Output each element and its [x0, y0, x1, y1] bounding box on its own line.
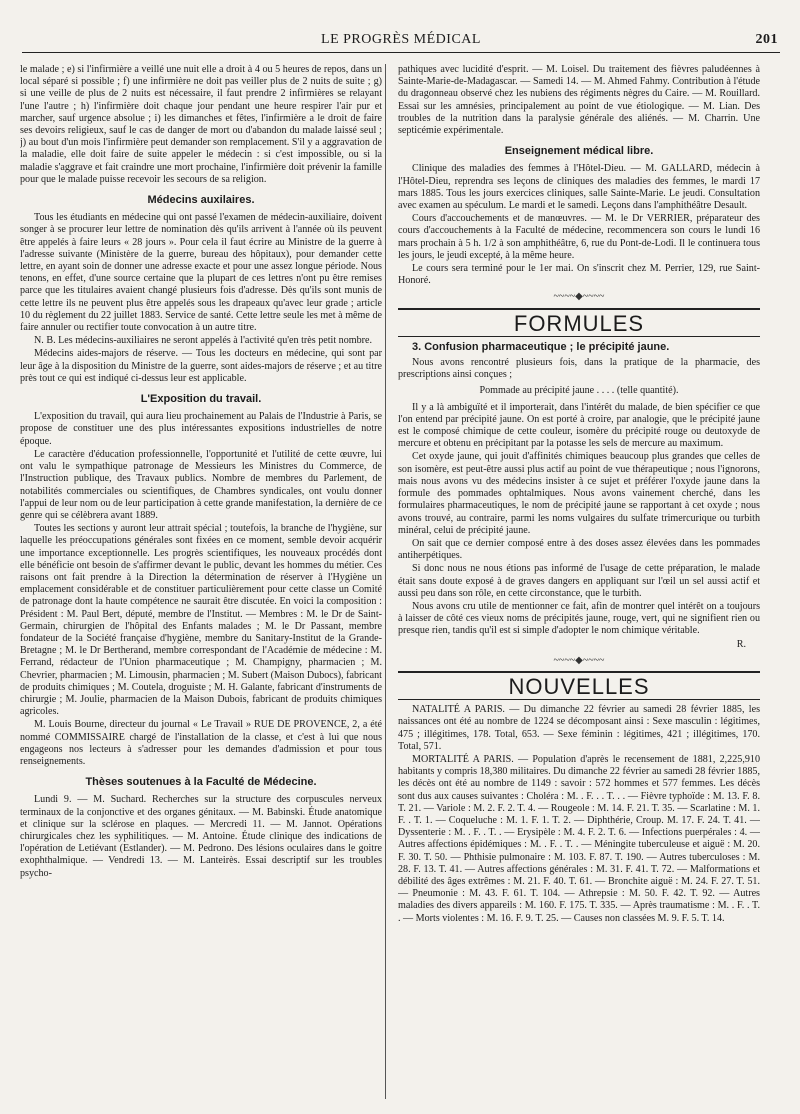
- article-paragraph: On sait que ce dernier composé entre à des doses assez élevées dans les pommades antiherpétiques.: [398, 537, 760, 562]
- column-divider: [385, 64, 386, 1099]
- section-heading-nouvelles: NOUVELLES: [508, 673, 650, 699]
- article-paragraph: Lundi 9. — M. Suchard. Recherches sur la structure des corpuscules nerveux terminaux de la conjonctive et des organes génitaux. — M. Babinski. Étude anatomique et clinique sur la sclérose en plaques. — Mercredi 11. — M. Jannot. Opérations chirurgicales chez les syphilitiques. — M. Antoine. Étude clinique des indications de l'opération de Letiévant (Estlander). — M. Pedrono. Des lésions oculaires dans le goitre exophthalmique. — Vendredi 13. — M. Lanteirès. Essai descriptif sur les troubles psycho-: [20, 794, 382, 879]
- news-paragraph: NATALITÉ A PARIS. — Du dimanche 22 février au samedi 28 février 1885, les naissances ont été au nombre de 1224 se décomposant ainsi : Sexe masculin : légitimes, 475 ; illégitimes, 178. Total, 653. — Sexe féminin : légitimes, 421 ; illégitimes, 170. Total, 571.: [398, 704, 760, 752]
- article-paragraph: M. Louis Bourne, directeur du journal « Le Travail » RUE DE PROVENCE, 2, a été nommé COMMISSAIRE chargé de l'installation de la classe, et c'est à lui que nous engageons nos lecteurs à s'adresser pour les demandes d'admission et pour tous renseignements.: [20, 719, 382, 767]
- article-paragraph: Nous avons rencontré plusieurs fois, dans la pratique de la pharmacie, des prescriptions ainsi conçues ;: [398, 357, 760, 381]
- article-paragraph: Clinique des maladies des femmes à l'Hôtel-Dieu. — M. GALLARD, médecin à l'Hôtel-Dieu, reprendra ses leçons de cliniques des maladies des femmes, le mardi 17 mars 1885. Tous les jours exercices cliniques, salle Sainte-Marie. Le jeudi. Consultation avec examen au spéculum. Le mardi et le samedi. Leçons dans l'amphithéâtre Desault.: [398, 163, 760, 212]
- ornament-divider: ~~~~◆~~~~: [553, 654, 605, 666]
- section-heading-theses: Thèses soutenues à la Faculté de Médecine.: [85, 776, 317, 789]
- ornament-divider: ~~~~◆~~~~: [553, 291, 605, 303]
- article-paragraph: Cet oxyde jaune, qui jouit d'affinités chimiques beaucoup plus grandes que celles de son isomère, est peut-être aussi plus actif au point de vue thérapeutique ; nous l'ignorons, mais nous avons vu des médecins insister à ce sujet et préférer l'oxyde jaune dans la formule des pommades ophtalmiques. Nous avons vainement cherché, dans les formulaires pharmaceutiques, le nom de précipité jaune se rapportant à cet oxyde ; nous avons trouvé, au contraire, parmi les noms vulgaires du sulfate trimercurique ou turbith minéral, celui de précipité jaune.: [398, 451, 760, 536]
- article-paragraph: Toutes les sections y auront leur attrait spécial ; toutefois, la branche de l'hygiène, sur laquelle les préoccupations générales sont fixées en ce moment, semble devoir acquérir une importance exceptionnelle. Les progrès scientifiques, les nouveaux procédés dont elle bénéficie ont besoin de s'affirmer devant le public, devant les hommes du métier. Ces raisons ont fait prendre à la Direction la détermination de réserver à l'Hygiène un emplacement considérable et de constituer particulièrement pour cette classe un Comité de patronage dont la haute compétence ne saurait être discutée. En voici la composition : Président : M. Paul Bert, député, membre de l'Institut. — Membres : M. le Dr de Saint-Germain, chirurgien de l'hôpital des Enfants malades ; M. le Dr Passant, membre fondateur de la Société française d'hygiène, membre du Sanitary-Institut de la Grande-Bretagne ; M. le Dr Bertherand, membre correspondant de l'Académie de médecine : M. Ferrand, rédacteur de l'Union pharmaceutique ; M. Champigny, pharmacien ; M. Chevrier, pharmacien ; M. Limousin, pharmacien ; M. Subert (Maison Dubocs), fabricant de produits chimiques ; M. Coutela, droguiste ; M. H. Galante, fabricant d'instruments de chirurgie ; M. Joulie, pharmacien de la Maison Dubois, fabricant de produits chimiques agricoles.: [20, 523, 382, 718]
- article-paragraph: Il y a là ambiguïté et il importerait, dans l'intérêt du malade, de bien spécifier ce que l'on entend par précipité jaune. On est porté à croire, par analogie, que le précipité jaune est le composé chimique de cette couleur, isomère du précipité rouge ou deutoxyde de mercure et obtenu en précipitant par la potasse les sels de mercure au maximum.: [398, 401, 760, 450]
- article-paragraph: N. B. Les médecins-auxiliaires ne seront appelés à l'activité qu'en très petit nombre.: [34, 335, 373, 347]
- article-paragraph: L'exposition du travail, qui aura lieu prochainement au Palais de l'Industrie à Paris, se propose de constituer une des plus intéressantes expositions industrielles de notre époque.: [20, 411, 382, 447]
- page-number: 201: [755, 32, 778, 47]
- section-heading-enseignement: Enseignement médical libre.: [504, 145, 654, 158]
- journal-title: LE PROGRÈS MÉDICAL: [321, 32, 481, 47]
- article-paragraph: pathiques avec lucidité d'esprit. — M. Loisel. Du traitement des fièvres paludéennes à Sainte-Marie-de-Madagascar. — Samedi 14. — M. Ahmed Fahmy. Contribution à l'étude du dragonneau observé chez les nubiens des régiments nègres du Caire. — M. Rouillard. Essai sur les amnésies, principalement au point de vue étiologique. — M. Lian. Des troubles de la nutrition dans la paralysie générale des aliénés. — M. Charrin. Une septicémie expérimentale.: [398, 64, 760, 137]
- page-header: [22, 30, 780, 53]
- right-column: [398, 64, 760, 1104]
- article-paragraph: Le cours sera terminé pour le 1er mai. On s'inscrit chez M. Perrier, 129, rue Saint-Honoré.: [398, 263, 760, 287]
- subsection-heading-confusion: 3. Confusion pharmaceutique ; le précipité jaune.: [412, 340, 670, 353]
- article-paragraph: le malade ; e) si l'infirmière a veillé une nuit elle a droit à 4 ou 5 heures de repos, dans un local séparé si possible ; f) une infirmière ne doit pas veiller plus de 2 nuits de suite ; g) si une veille de plus de 2 nuits est nécessaire, il faut prendre 2 infirmières se relayant l'une l'autre ; h) l'infirmière doit chaque jour pendant une heure respirer l'air pur et marcher, sauf urgence absolue ; i) les dimanches et fêtes, l'infirmière a le droit de faire ses devoirs religieux, sauf le cas de danger de mort ou d'abandon du malade laissé seul ; j) au bout d'un mois l'infirmière peut demander son remplacement. S'il y a aggravation de la maladie, elle doit faire de suite appeler le médecin : si c'est impossible, ou si la maladie s'aggrave et fait craindre une mort prochaine, l'infirmière doit prévenir la famille pour que le malade puisse recevoir les secours de sa religion.: [20, 64, 382, 185]
- section-heading-medecins: Médecins auxilaires.: [147, 194, 255, 207]
- article-paragraph: Médecins aides-majors de réserve. — Tous les docteurs en médecine, qui sont par leur âge à la disposition du Ministre de la guerre, sont aides-majors de réserve ; et au titre près tout ce qui est indiqué ci-dessus leur est applicable.: [20, 348, 382, 384]
- formules-banner: [398, 308, 760, 337]
- article-paragraph: Nous avons cru utile de mentionner ce fait, afin de montrer quel intérêt on a toujours à laisser de côté ces vieux noms de précipités jaune, rouge, vert, qui ne signifient rien ou presque rien, tandis qu'il est si simple d'adopter le nom chimique véritable.: [398, 600, 760, 637]
- nouvelles-banner: [398, 671, 760, 700]
- article-paragraph: Si donc nous ne nous étions pas informé de l'usage de cette préparation, le malade était sans doute exposé à de graves dangers en appliquant sur l'œil un sel aussi actif et aussi peu dans son rôle, en cette circonstance, que le turbith.: [398, 563, 760, 599]
- article-paragraph: Cours d'accouchements et de manœuvres. — M. le Dr VERRIER, préparateur des cours d'accouchements à la Faculté de médecine, recommencera son cours le lundi 16 mars prochain à 5 h. 1/2 à son amphithéâtre, 6, rue du Pont-de-Lodi. Il le continuera tous les jours, le jeudi excepté, à la même heure.: [398, 213, 760, 261]
- signature: R.: [736, 638, 746, 650]
- section-heading-exposition: L'Exposition du travail.: [140, 393, 262, 406]
- recipe-line: Pommade au précipité jaune . . . . (telle quantité).: [479, 385, 679, 397]
- news-paragraph: MORTALITÉ A PARIS. — Population d'après le recensement de 1881, 2,225,910 habitants y compris 18,380 militaires. Du dimanche 22 février au samedi 28 février 1885, les décès ont été au nombre de 1149 : savoir : 572 hommes et 577 femmes. Les décès sont dus aux causes suivantes : Choléra : M. . F. . . T. . . — Fièvre typhoïde : M. 13. F. 8. T. 21. — Variole : M. 2. F. 2. T. 4. — Rougeole : M. 14. F. 21. T. 35. — Scarlatine : M. 1. F. . T. 1. — Coqueluche : M. 1. F. 1. T. 2. — Diphthérie, Croup. M. 17. F. 24. T. 41. — Dyssenterie : M. . F. . T. . — Erysipèle : M. 4. F. 2. T. 6. — Infections puerpérales : 4. — Autres affections épidémiques : M. . F. . T. . — Méningite tuberculeuse et aiguë : M. 20. F. 30. T. 50. — Phthisie pulmonaire : M. 103. F. 87. T. 190. — Autres tuberculoses : M. 28. F. 13. T. 41. — Autres affections générales : M. 31. F. 41. T. 72. — Malformations et débilité des âges extrêmes : M. 21. F. 40. T. 61. — Bronchite aiguë : M. 24. F. 27. T. 51. — Pneumonie : M. 43. F. 61. T. 104. — Athrepsie : M. 50. F. 42. T. 92. — Autres maladies des divers appareils : M. 160. F. 175. T. 335. — Après traumatisme : M. . F. . T. . — Morts violentes : M. 16. F. 9. T. 25. — Causes non classées M. 9. F. 5. T. 14.: [398, 753, 760, 924]
- article-paragraph: Tous les étudiants en médecine qui ont passé l'examen de médecin-auxiliaire, doivent songer à se procurer leur lettre de nomination dès qu'ils arrivent à l'année où ils peuvent être appelés à faire leurs « 28 jours ». Pour cela il faut écrire au Ministre de la guerre à l'adresse suivante (Ministère de la guerre, bureau des hôpitaux), pour demander cette lettre, en ayant soin de donner une adresse exacte et pour une assez longue période. Nous tenons, en effet, d'une source certaine que la plupart de ces lettres n'ont pu être remises parce que les titulaires avaient changé plusieurs fois d'adresse. Dès qu'ils sont munis de cette lettre ils ne peuvent plus être appelés sous les drapeaux qu'avec leur grade ; article 10 du règlement du 22 juillet 1883. Service de santé. Cette lettre seule les met à même de faire annuler ou rectifier toute convocation à un autre titre.: [20, 212, 382, 334]
- left-column: [20, 64, 382, 1104]
- article-paragraph: Le caractère d'éducation professionnelle, l'opportunité et l'utilité de cette œuvre, lui ont valu le sympathique patronage de Messieurs les Ministres du Commerce, de l'Instruction publique, des Travaux publics. Nombre de membres du Parlement, de notabilités commerciales ou scientifiques, de Chambres syndicales, ont voulu donner l'appui de leur nom ou de leur participation à cette grande manifestation, la dernière de ce genre qui se célèbrera avant 1889.: [20, 448, 382, 521]
- section-heading-formules: FORMULES: [513, 310, 645, 336]
